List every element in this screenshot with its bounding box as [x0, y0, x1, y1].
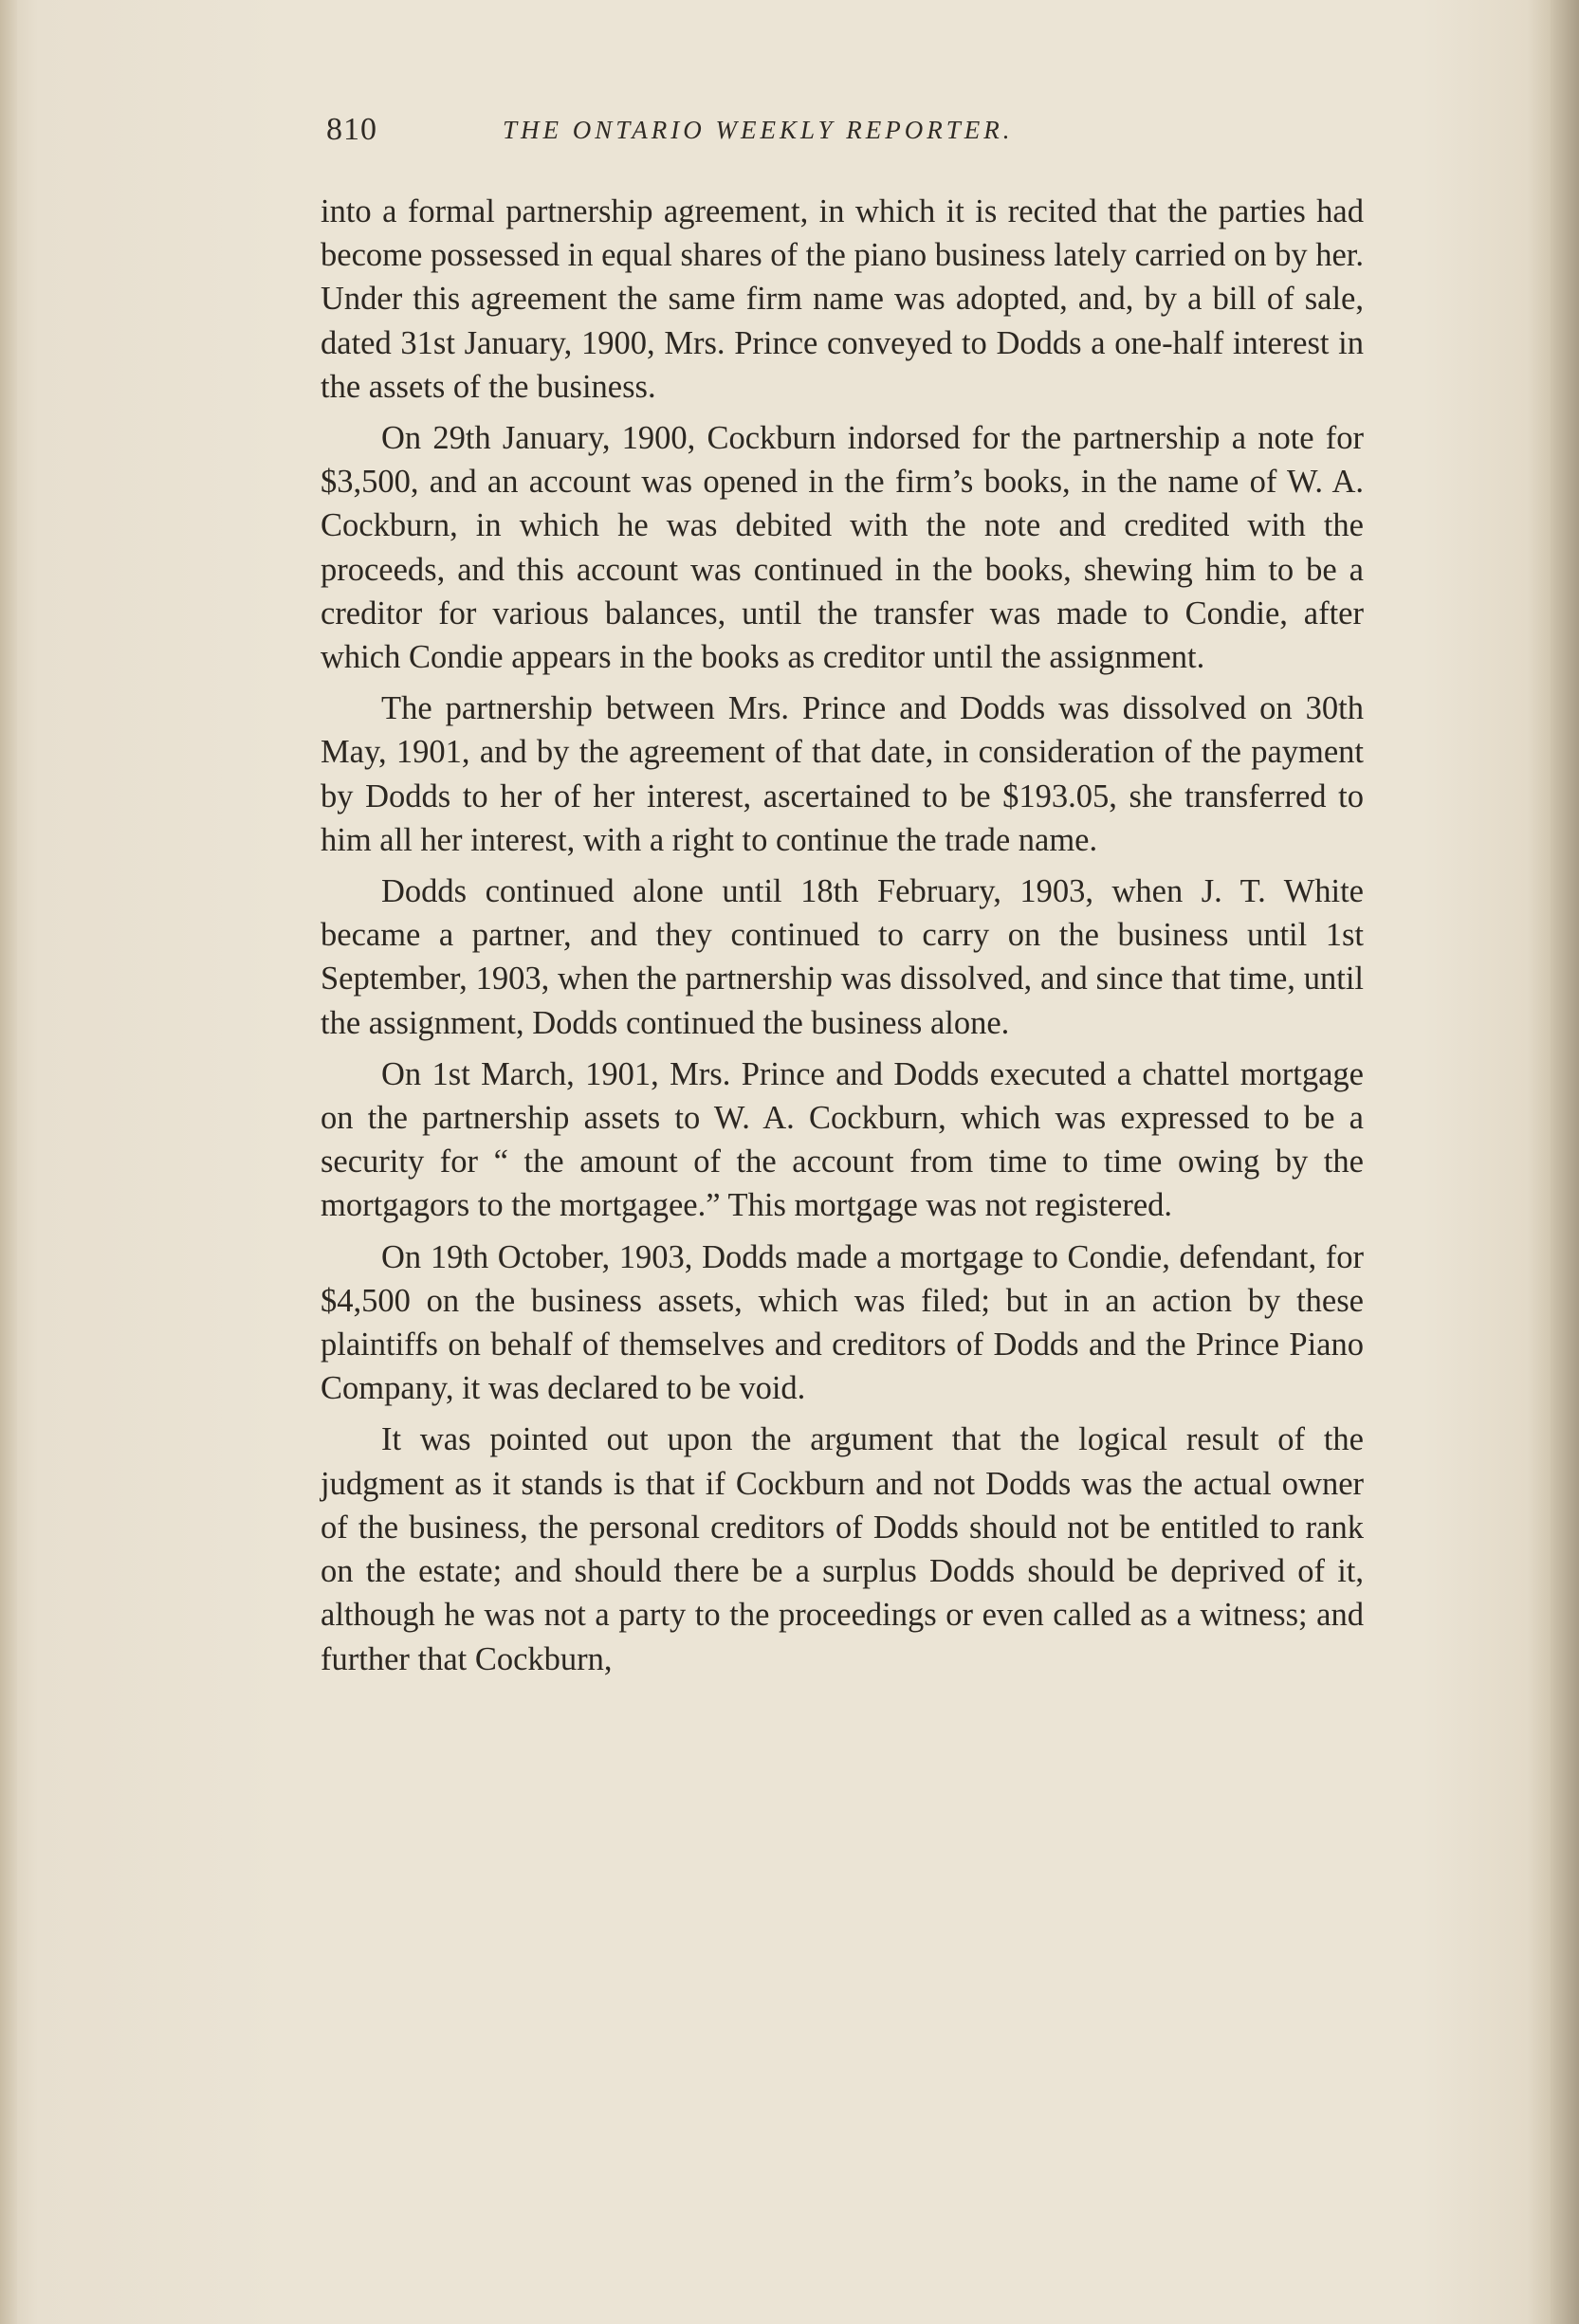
paragraph: It was pointed out upon the argument that the logical result of the judgment as it stands is that if Cockburn and not Dodds was the actual owner of the business, the personal creditors of Dodds should not be entitled to rank on the estate; and should there be a surplus Dodds should be deprived of it, although he was not a party to the proceedings or even called as a witness; and further that Cockburn,: [321, 1421, 1364, 1677]
paragraph: The partnership between Mrs. Prince and Dodds was dissolved on 30th May, 1901, and by the agreement of that date, in consideration of the payment by Dodds to her of her interest, ascertained to be $193.05, she transferred to him all her interest, with a right to continue the trade name.: [321, 690, 1364, 858]
running-head: THE ONTARIO WEEKLY REPORTER.: [503, 116, 1014, 144]
body-text: [321, 190, 1364, 1689]
paragraph: into a formal partnership agreement, in which it is recited that the parties had become possessed in equal shares of the piano business lately carried on by her. Under this agreement the same firm name was adopted, and, by a bill of sale, dated 31st January, 1900, Mrs. Prince conveyed to Dodds a one-half interest in the assets of the business.: [321, 193, 1364, 405]
page-number: 810: [326, 112, 377, 147]
paragraph: On 19th October, 1903, Dodds made a mortgage to Condie, defendant, for $4,500 on the business assets, which was filed; but in an action by these plaintiffs on behalf of themselves and creditors of Dodds and the Prince Piano Company, it was declared to be void.: [321, 1238, 1364, 1407]
page-edge: [1551, 0, 1579, 2324]
page-gutter: [0, 0, 17, 2324]
page-header: [322, 112, 1366, 159]
paragraph: Dodds continued alone until 18th February, 1903, when J. T. White became a partner, and they continued to carry on the business until 1st September, 1903, when the partnership was dissolved, and since that time, until the assignment, Dodds continued the business alone.: [321, 873, 1364, 1041]
paragraph: On 1st March, 1901, Mrs. Prince and Dodds executed a chattel mortgage on the partnership assets to W. A. Cockburn, which was expressed to be a security for “ the amount of the account from time to time owing by the mortgagors to the mortgagee.” This mortgage was not registered.: [321, 1055, 1364, 1224]
paragraph: On 29th January, 1900, Cockburn indorsed for the partnership a note for $3,500, and an account was opened in the firm’s books, in the name of W. A. Cockburn, in which he was debited with the note and credited with the proceeds, and this account was continued in the books, shewing him to be a creditor for various balances, until the transfer was made to Condie, after which Condie appears in the books as creditor until the assignment.: [321, 420, 1364, 676]
